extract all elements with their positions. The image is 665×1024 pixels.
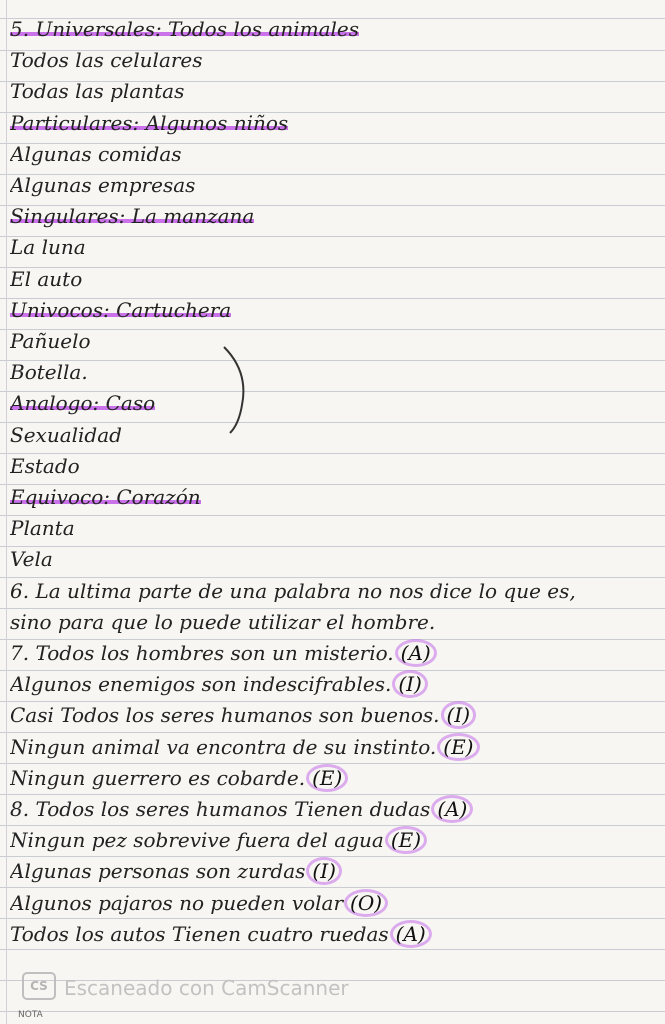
text-line [10, 170, 650, 201]
text-line [10, 919, 650, 950]
camscanner-logo: CS [22, 972, 56, 1000]
text-line [10, 576, 650, 607]
text-line [10, 295, 650, 326]
margin-line [6, 0, 7, 1024]
line-text: Todas las plantas [10, 79, 185, 104]
line-text: Estado [10, 453, 80, 478]
line-text: Botella. [10, 360, 88, 385]
text-line [10, 544, 650, 575]
text-line [10, 700, 650, 731]
text-line [10, 76, 650, 107]
text-line [10, 888, 650, 919]
circled-mark: (I) [395, 673, 425, 695]
circled-mark: (I) [444, 704, 474, 726]
line-text: La luna [10, 235, 86, 260]
line-text: 8. Todos los seres humanos Tienen dudas [10, 797, 431, 821]
camscanner-watermark: Escaneado con CamScanner [64, 976, 349, 1000]
line-text: Algunas comidas [10, 141, 182, 166]
line-text: Univocos: Cartuchera [10, 297, 232, 322]
text-line [10, 607, 650, 638]
text-line [10, 825, 650, 856]
text-line [10, 201, 650, 232]
line-text: Algunos enemigos son indescifrables. [10, 672, 392, 697]
text-line [10, 139, 650, 170]
nota-label: NOTA [18, 1010, 43, 1020]
line-text: Singulares: La manzana [10, 204, 255, 229]
line-text: Vela [10, 547, 53, 572]
text-line [10, 451, 650, 482]
line-text: Analogo: Caso [10, 391, 156, 416]
line-text: Particulares: Algunos niños [10, 110, 289, 135]
line-text: Algunas empresas [10, 173, 196, 197]
text-line [10, 357, 650, 388]
circled-mark: (O) [347, 892, 385, 914]
text-line [10, 638, 650, 669]
text-line [10, 513, 650, 544]
line-text: 5. Universales: Todos los animales [10, 17, 359, 41]
text-line [10, 45, 650, 76]
circled-mark: (I) [309, 860, 339, 882]
text-line [10, 232, 650, 263]
text-line [10, 732, 650, 763]
circled-mark: (A) [393, 923, 429, 945]
circled-mark: (E) [388, 829, 424, 851]
text-line [10, 420, 650, 451]
circled-mark: (E) [440, 736, 476, 758]
circled-mark: (A) [398, 642, 434, 664]
line-text: Ningun guerrero es cobarde. [10, 765, 306, 790]
line-text: Algunas personas son zurdas [10, 859, 306, 884]
line-text: sino para que lo puede utilizar el hombre. [10, 609, 436, 634]
bracket-stroke [222, 345, 250, 435]
line-text: Ningun animal va encontra de su instinto. [10, 734, 437, 759]
text-line [10, 326, 650, 357]
line-text: Equivoco: Corazón [10, 485, 201, 509]
line-text: Sexualidad [10, 422, 122, 447]
line-text: El auto [10, 266, 83, 291]
line-text: 6. La ultima parte de una palabra no nos dice lo que es, [10, 578, 576, 603]
text-line [10, 794, 650, 825]
line-text: Todos las celulares [10, 48, 203, 73]
line-text: Pañuelo [10, 329, 91, 353]
text-line [10, 763, 650, 794]
text-line [10, 14, 650, 45]
circled-mark: (A) [434, 798, 470, 820]
text-line [10, 108, 650, 139]
line-text: Algunos pajaros no pueden volar [10, 890, 344, 915]
text-line [10, 482, 650, 513]
line-text: Todos los autos Tienen cuatro ruedas [10, 921, 389, 946]
line-text: Casi Todos los seres humanos son buenos. [10, 703, 440, 728]
text-line [10, 388, 650, 419]
circled-mark: (E) [309, 767, 345, 789]
text-line [10, 669, 650, 700]
line-text: Ningun pez sobrevive fuera del agua [10, 828, 384, 853]
line-text: 7. Todos los hombres son un misterio. [10, 641, 394, 665]
text-line [10, 264, 650, 295]
text-line [10, 856, 650, 887]
line-text: Planta [10, 516, 75, 541]
